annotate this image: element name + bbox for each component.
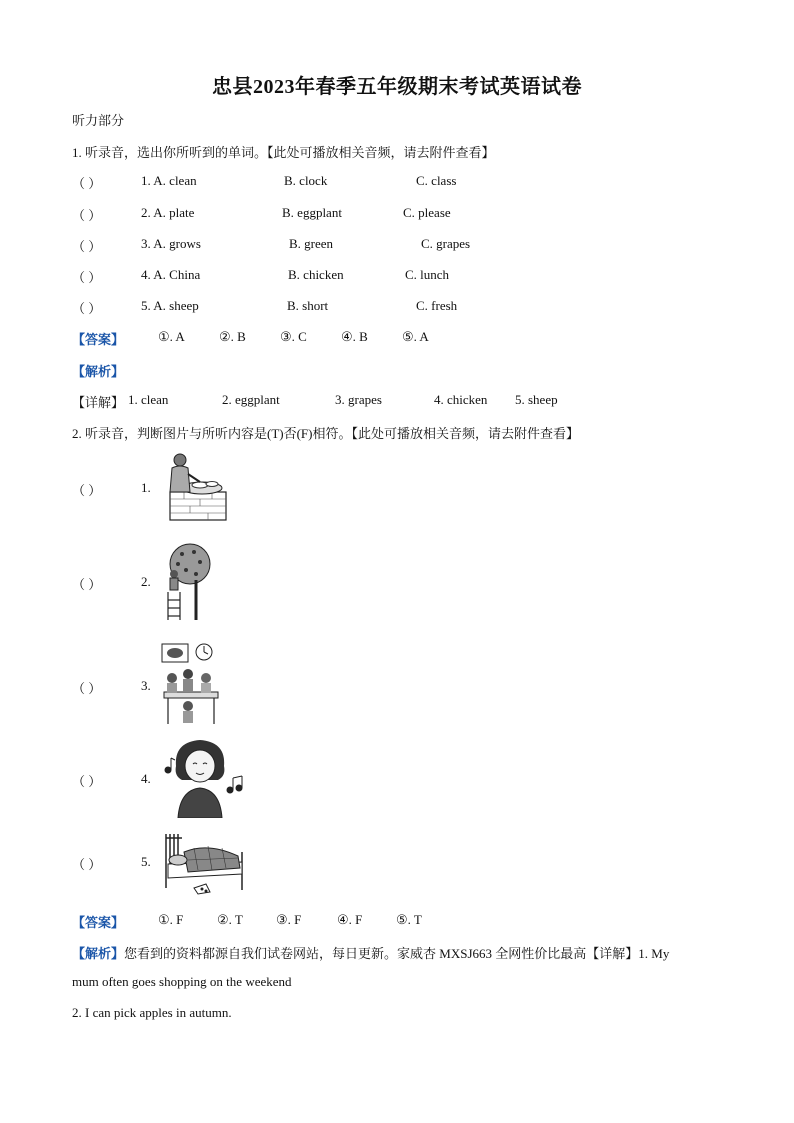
- q1-item-5-option-b: B. short: [287, 298, 329, 313]
- girl-picking-apples-picture: [160, 540, 216, 622]
- q2-item-5-paren: （ ）: [72, 857, 102, 872]
- q1-answer-2: ②. B: [219, 329, 246, 344]
- q2-prompt: 2. 听录音，判断图片与所听内容是(T)否(F)相符。【此处可播放相关音频，请去附件查看】: [72, 426, 579, 441]
- q1-detail-3: 3. grapes: [335, 392, 382, 407]
- q2-analysis-line: [72, 943, 669, 962]
- family-dinner-picture: [158, 640, 222, 726]
- q1-answer-1: ①. A: [158, 329, 185, 344]
- q2-answer-4: ④. F: [337, 912, 363, 927]
- q1-item-5-option-c: C. fresh: [416, 298, 458, 313]
- q1-item-4-paren: （ ）: [72, 270, 102, 285]
- messy-bed-picture: [158, 828, 250, 898]
- q2-answer-5: ⑤. T: [396, 912, 422, 927]
- q1-item-1-option-c: C. class: [416, 173, 457, 188]
- q2-detail-line-2: mum often goes shopping on the weekend: [72, 974, 292, 989]
- q2-item-2-number: 2.: [141, 574, 151, 589]
- q1-item-1-paren: （ ）: [72, 176, 102, 191]
- q1-item-4-option-c: C. lunch: [405, 267, 450, 282]
- q2-item-1-paren: （ ）: [72, 483, 102, 498]
- q1-item-3-option-a: 3. A. grows: [141, 236, 201, 251]
- q2-detail-label: 【详解】: [586, 946, 639, 961]
- q1-detail-4: 4. chicken: [434, 392, 488, 407]
- section-heading: 听力部分: [72, 113, 125, 128]
- q1-item-3-option-b: B. green: [289, 236, 334, 251]
- q2-analysis-text: 您看到的资料都源自我们试卷网站，每日更新。家威杏 MXSJ663 全网性价比最高: [124, 946, 587, 961]
- q1-item-1-option-b: B. clock: [284, 173, 328, 188]
- q2-detail-line-3: 2. I can pick apples in autumn.: [72, 1005, 232, 1020]
- q1-item-2-option-a: 2. A. plate: [141, 205, 195, 220]
- q2-answer-2: ②. T: [217, 912, 243, 927]
- girl-listening-music-picture: [160, 736, 244, 818]
- q1-analysis-label: 【解析】: [72, 364, 125, 379]
- q2-item-3-paren: （ ）: [72, 681, 102, 696]
- q1-item-5-paren: （ ）: [72, 301, 102, 316]
- q1-detail-2: 2. eggplant: [222, 392, 280, 407]
- q1-prompt: 1. 听录音，选出你所听到的单词。【此处可播放相关音频，请去附件查看】: [72, 145, 495, 160]
- q1-answer-label: 【答案】: [72, 332, 125, 347]
- q2-item-1-number: 1.: [141, 480, 151, 495]
- q2-answer-3: ③. F: [276, 912, 302, 927]
- q1-item-2-option-b: B. eggplant: [282, 205, 342, 220]
- q1-item-3-option-c: C. grapes: [421, 236, 471, 251]
- q1-item-5-option-a: 5. A. sheep: [141, 298, 199, 313]
- q1-answer-5: ⑤. A: [402, 329, 429, 344]
- q1-answer-4: ④. B: [341, 329, 368, 344]
- q1-item-3-paren: （ ）: [72, 239, 102, 254]
- q1-item-4-option-b: B. chicken: [288, 267, 344, 282]
- q1-item-4-option-a: 4. A. China: [141, 267, 201, 282]
- q2-analysis-label: 【解析】: [72, 946, 125, 961]
- q2-answer-1: ①. F: [158, 912, 184, 927]
- q1-detail-5: 5. sheep: [515, 392, 558, 407]
- q1-detail-1: 1. clean: [128, 392, 169, 407]
- q1-detail-label: 【详解】: [72, 395, 125, 410]
- q1-item-1-option-a: 1. A. clean: [141, 173, 197, 188]
- q2-item-4-paren: （ ）: [72, 774, 102, 789]
- q2-item-4-number: 4.: [141, 771, 151, 786]
- q1-item-2-paren: （ ）: [72, 208, 102, 223]
- woman-washing-dishes-picture: [160, 450, 230, 522]
- page-title: 忠县2023年春季五年级期末考试英语试卷: [212, 76, 582, 98]
- q1-item-2-option-c: C. please: [403, 205, 451, 220]
- q2-item-5-number: 5.: [141, 854, 151, 869]
- q2-item-3-number: 3.: [141, 678, 151, 693]
- q2-answer-label: 【答案】: [72, 915, 125, 930]
- q2-detail-line-1: 1. My: [638, 946, 670, 961]
- q1-answer-3: ③. C: [280, 329, 307, 344]
- q2-item-2-paren: （ ）: [72, 577, 102, 592]
